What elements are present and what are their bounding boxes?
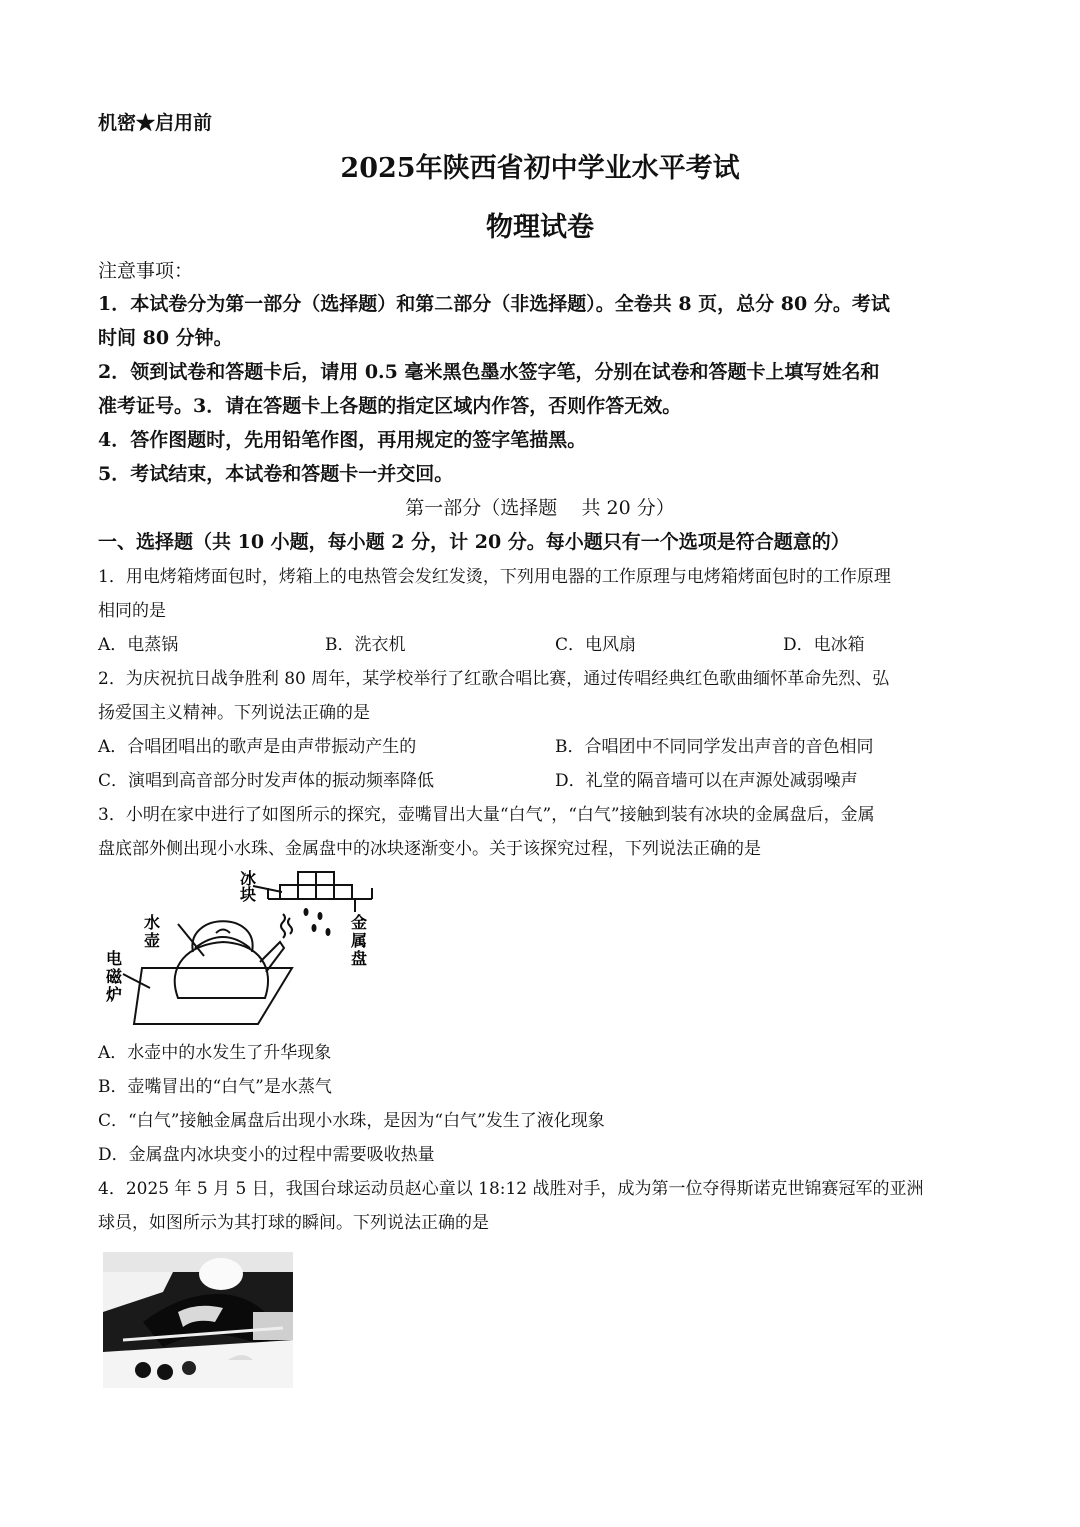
question-text: 2．为庆祝抗日战争胜利 80 周年，某学校举行了红歌合唱比赛，通过传唱经典红色歌曲缅怀革命先烈、弘 [98,669,890,689]
notice-item: 5．考试结束，本试卷和答题卡一并交回。 [98,463,454,485]
option-b: B．壶嘴冒出的“白气”是水蒸气 [98,1077,332,1097]
option-a: A．电蒸锅 [98,635,179,655]
notice-item: 1．本试卷分为第一部分（选择题）和第二部分（非选择题）。全卷共 8 页，总分 80 分。考试 [98,293,890,315]
confidential-label: 机密★启用前 [98,112,213,134]
option-c: C．电风扇 [555,635,637,655]
question-text: 相同的是 [98,601,166,621]
question-text: 4．2025 年 5 月 5 日，我国台球运动员赵心童以 18:12 战胜对手，成为第一位夺得斯诺克世锦赛冠军的亚洲 [98,1179,924,1199]
label-ice-2: 块 [240,885,257,904]
page-title: 2025年陕西省初中学业水平考试 [340,153,740,184]
notice-heading: 注意事项： [98,260,194,282]
question-text: 1．用电烤箱烤面包时，烤箱上的电热管会发红发烫，下列用电器的工作原理与电烤箱烤面包时的工作原理 [98,567,891,587]
option-a: A．水壶中的水发生了升华现象 [98,1043,332,1063]
option-d: D．礼堂的隔音墙可以在声源处减弱噪声 [555,771,858,791]
notice-item: 时间 80 分钟。 [98,327,233,349]
notice-item: 准考证号。3．请在答题卡上各题的指定区域内作答，否则作答无效。 [98,395,682,417]
notice-item: 2．领到试卷和答题卡后，请用 0.5 毫米黑色墨水签字笔，分别在试卷和答题卡上填写姓名和 [98,361,880,383]
snooker-photo [103,1252,293,1388]
label-ice-1: 冰 [240,869,257,888]
kettle-experiment-figure [100,866,390,1031]
question-text: 球员，如图所示为其打球的瞬间。下列说法正确的是 [98,1213,489,1233]
section-heading: 一、选择题（共 10 小题，每小题 2 分，计 20 分。每小题只有一个选项是符合题意的） [98,531,850,553]
option-c: C．演唱到高音部分时发声体的振动频率降低 [98,771,435,791]
option-d: D．金属盘内冰块变小的过程中需要吸收热量 [98,1145,435,1165]
option-b: B．合唱团中不同同学发出声音的音色相同 [555,737,874,757]
notice-item: 4．答作图题时，先用铅笔作图，再用规定的签字笔描黑。 [98,429,587,451]
label-kettle-1: 水 [144,913,161,932]
question-text: 扬爱国主义精神。下列说法正确的是 [98,703,370,723]
option-d: D．电冰箱 [783,635,865,655]
label-stove-3: 炉 [106,985,123,1004]
option-b: B．洗衣机 [325,635,406,655]
label-kettle-2: 壶 [144,931,161,950]
page-subtitle: 物理试卷 [486,212,594,243]
label-plate-3: 盘 [351,949,368,968]
label-plate-2: 属 [351,931,368,950]
label-stove-2: 磁 [106,967,123,986]
label-plate-1: 金 [351,913,368,932]
option-a: A．合唱团唱出的歌声是由声带振动产生的 [98,737,417,757]
question-text: 3．小明在家中进行了如图所示的探究，壶嘴冒出大量“白气”，“白气”接触到装有冰块的金属盘后，金属 [98,805,875,825]
part-title: 第一部分（选择题 共 20 分） [405,497,675,519]
option-c: C．“白气”接触金属盘后出现小水珠，是因为“白气”发生了液化现象 [98,1111,605,1131]
question-text: 盘底部外侧出现小水珠、金属盘中的冰块逐渐变小。关于该探究过程，下列说法正确的是 [98,839,761,859]
label-stove-1: 电 [106,949,123,968]
